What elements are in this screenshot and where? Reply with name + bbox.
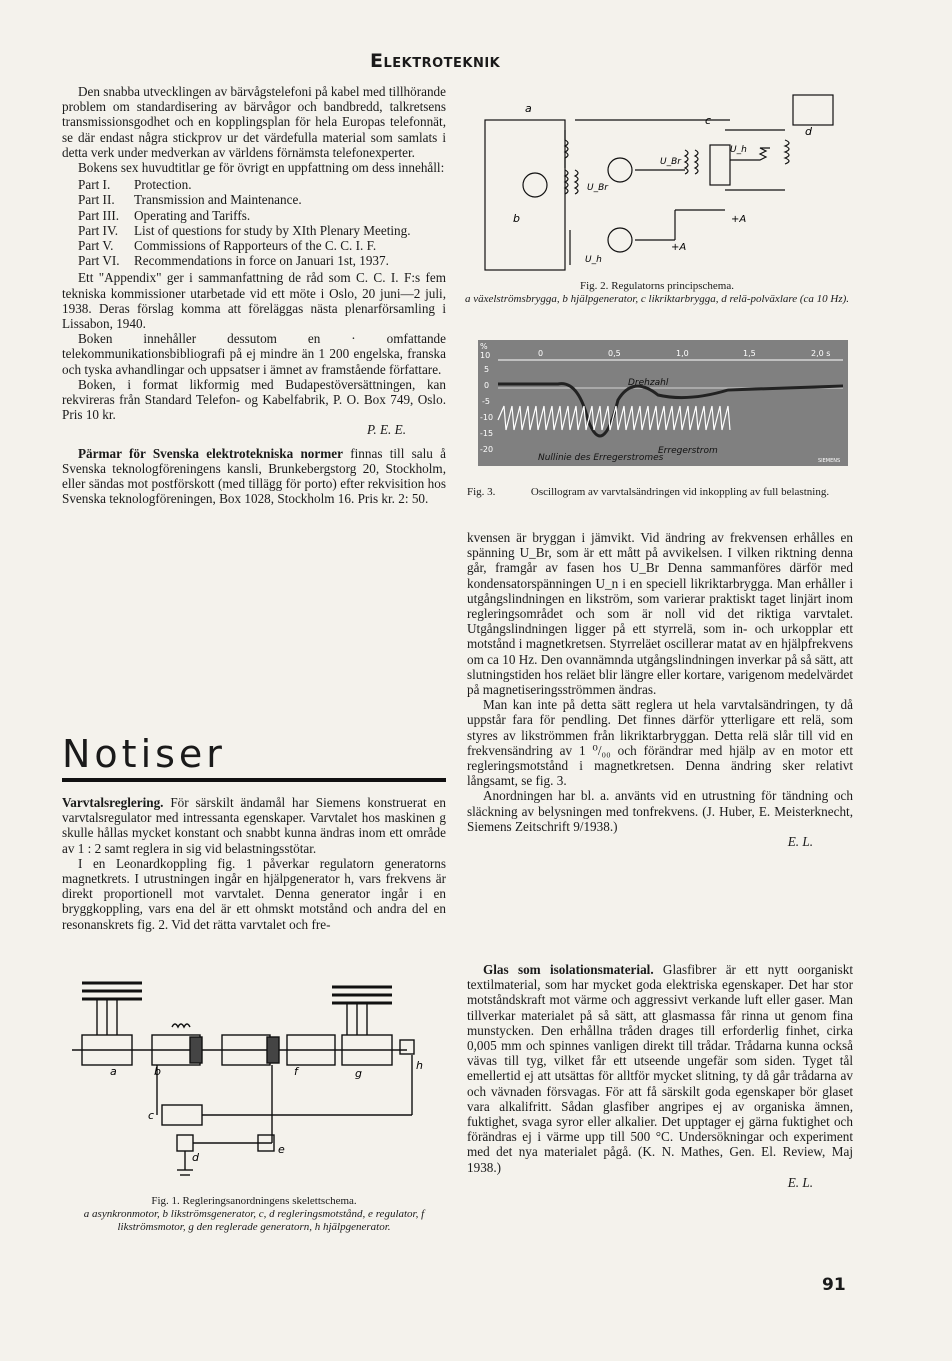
left-column [62,84,446,506]
fig2-label-plusA: +A [731,214,747,225]
paragraph: Glas som isolationsmaterial. Glasfibrer är ett nytt oorganiskt textilmaterial, som har mycket goda elektriska egenskaper. Det har stor motståndskraft mot värme och aggressivt verkande luft eller gaser. Man tillverkar materialet på så sätt, att glasmassa får rinna ut genom fina munstycken. Den erhållna tråden drages till erforderlig finhet, cirka 0,005 mm och spinnes vanligen direkt till trådar. Trådarna kunna också vävas till tyg, vilket får ett utseende ungefär som siden. Tyget tål emellertid ej att utsättas för alltför mycket slitning, ty då går trådarna av och vävnaden försvagas. För att få särskilt goda egenskaper bör glaset vara alkalifritt. Sådan glasfiber angripes ej av organiska ämnen, fuktighet, svaga syror eller alkalier. Det upptager ej gärna fuktighet och förändras ej i värme upp till 500 °C. Undersökningar och experiment med det nya materialet pågå. (K. N. Mathes, Gen. El. Review, Maj 1938.) [467,962,853,1175]
svg-text:-15: -15 [480,429,494,438]
page-header: Elektroteknik [370,50,501,72]
svg-text:Drehzahl: Drehzahl [628,378,669,388]
fig2-label-d: d [805,125,812,138]
svg-text:0: 0 [484,381,490,390]
divider [62,778,446,782]
paragraph: Boken, i format likformig med Budapestöversättningen, kan rekvireras från Standard Telefon- og Kabelfabrik, P. O. Box 749, Oslo. Pris 10 kr. [62,376,446,423]
signature: E. L. [787,1174,813,1190]
paragraph: Pärmar för Svenska elektrotekniska normer finnas till salu å Svenska teknologföreningens kansli, Brunkebergstorg 20, Stockholm, eller sändas mot postförskott (med tillägg för porto) efter rekvisition hos Svenska teknologföreningen, Box 1028, Stockholm 16. Pris kr. 2: 50. [62,445,446,507]
section-notiser [62,732,446,782]
fig1-label-f: f [294,1065,298,1078]
svg-text:1,5: 1,5 [743,349,756,358]
list-item: Part V. Commissions of Rapporteurs of the C. C. I. F. [78,238,377,254]
svg-text:SIEMENS: SIEMENS [818,458,841,464]
svg-text:-5: -5 [482,397,490,406]
paragraph: I en Leonardkoppling fig. 1 påverkar regulatorn generatorns magnetkrets. I utrustningen ingår en hjälpgenerator h, vars frekvens är direkt proportionell mot varvtalet. Denna generator ingår i en bryggkoppling, vars ena del är ett ohmskt motstånd och andra del en resonanskrets fig. 2. Vid det rätta varvtalet och fre- [62,855,446,932]
svg-text:10: 10 [480,351,491,360]
fig1-label-c: c [148,1109,155,1122]
notiser-text [62,795,446,932]
run-in-heading: Varvtalsreglering. [62,795,164,810]
fig2-label-ubr-2: U_Br [587,183,608,193]
svg-text:Nullinie des Erregerstromes: Nullinie des Erregerstromes [538,453,664,463]
list-item: Part I. Protection. [78,177,192,193]
list-item: Part III. Operating and Tariffs. [78,207,251,223]
figure-3-caption: Fig. 3. Oscillogram av varvtalsändringen vid inkoppling av full belastning. [467,486,830,498]
figure-1-diagram [62,975,446,1190]
svg-text:-20: -20 [480,445,494,454]
figure-1-caption: Fig. 1. Regleringsanordningens skelettschema. a asynkronmotor, b likströmsgenerator, c, d regleringsmotstånd, e regulator, f likströmsmotor, g den reglerade generatorn, h hjälpgenerator. [83,1195,425,1233]
figure-2-diagram [475,90,845,280]
fig2-label-c: c [705,114,712,127]
svg-text:0,5: 0,5 [608,349,621,358]
run-in-heading: Pärmar för Svenska elektrotekniska normer [78,445,343,461]
fig2-label-uh: U_h [730,145,747,155]
svg-text:5: 5 [484,365,490,374]
section-title: Notiser [62,732,226,776]
svg-text:Erregerstrom: Erregerstrom [658,446,718,456]
figure-3-oscillogram [478,340,848,466]
parts-list [62,177,446,268]
fig1-label-b: b [154,1065,161,1078]
svg-text:0: 0 [538,349,544,358]
svg-text:1,0: 1,0 [676,349,689,358]
svg-text:%: % [480,342,488,351]
fig1-label-e: e [278,1143,285,1156]
fig2-label-ubr: U_Br [660,157,681,167]
glas-article [467,962,853,1190]
paragraph: Bokens sex huvudtitlar ge för övrigt en uppfattning om dess innehåll: [78,160,445,176]
signature: E. L. [787,834,813,850]
fig2-label-b: b [513,212,520,225]
paragraph: Den snabba utvecklingen av bärvågstelefoni på kabel med tillhörande problem om standardisering av bärvågor och bandbredd, talkretsens transmissionsgodhet och en kopplingsplan för hela Europas telefonnät, se där endast några stickprov ur det värdefulla material som samlats i detta verk under medverkan av världens förnämsta telefonexperter. [62,84,446,160]
run-in-heading: Glas som isolationsmaterial. [483,962,654,977]
paragraph: Ett "Appendix" ger i sammanfattning de råd som C. C. I. F:s fem tekniska kommissioner utarbetade vid ett möte i Oslo, 20 juni—2 juli, 1938. Deras förslag komma att föreläggas nästa plenarförsamling i Lissabon, 1940. [62,270,446,332]
fig2-label-uh-2: U_h [585,255,602,265]
list-item: Part II. Transmission and Maintenance. [78,192,302,208]
list-item: Part IV. List of questions for study by XIth Plenary Meeting. [78,222,411,238]
figure-2-caption: Fig. 2. Regulatorns principschema. a växelströmsbrygga, b hjälpgenerator, c likriktarbrygga, d relä-polväxlare (ca 10 Hz). [464,280,850,305]
right-column [467,530,853,849]
paragraph: Anordningen har bl. a. använts vid en utrustning för tändning och släckning av belysningen med tonfrekvens. (J. Huber, E. Meisterknecht, Siemens Zeitschrift 9/1938.) [467,788,853,834]
svg-text:-10: -10 [480,413,494,422]
paragraph: Varvtalsreglering. För särskilt ändamål har Siemens konstruerat en varvtalsregulator med intressanta egenskaper. Varvtalet hos maskinen g skulle hållas mycket konstant och snabbt kunna ändras inom ett område av 1 : 2 samt reglera in sig vid belastningsstötar. [62,795,446,856]
paragraph: kvensen är bryggan i jämvikt. Vid ändring av frekvensen erhålles en spänning U_Br, som är ett mått på avvikelsen. I vilken riktning denna går, framgår av fasen hos U_Br Denna sammanföres därför med kondensatorspänningen U_n i en speciell likriktarbrygga. Man erhåller i utgångslindningen en likström, som varierar praktiskt taget linjärt inom regleringsområdet och som är noll vid det riktiga varvtalet. Utgångslindningen ligger på ett styrrelä, som in- och urkopplar ett motstånd i magnetkretsen. Styrreläet oscillerar matat av en hjälpfrekvens om ca 10 Hz. Den ovannämnda utgångslindningen inverkar på så sätt, att slutningstiden hos reläet blir längre eller kortare, varigenom medelvärdet på magnetiseringsströmmen ändras. [467,530,853,698]
fig2-label-a: a [525,102,532,115]
paragraph: Man kan inte på detta sätt reglera ut hela varvtalsändringen, ty då uppstår fara för pendling. Det finnes därför ytterligare ett relä, som styres av likströmmen från likriktarbryggan. Detta relä slår till vid en frekvensändring av 1 ⁰/₀₀ och förändrar med hjälp av en motor ett regleringsmotstånd i magnetkretsen. Denna ändring sker relativt långsamt, se fig. 3. [467,697,853,789]
fig1-label-g: g [355,1067,362,1080]
fig1-label-h: h [416,1059,423,1072]
svg-text:2,0 s: 2,0 s [811,349,831,358]
paragraph: Boken innehåller dessutom en · omfattande telekommunikationsbibliografi på ej mindre än 1 200 engelska, franska och tyska avhandlingar och uppsatser i ämnet av framstående författare. [62,331,446,377]
fig1-label-d: d [192,1151,199,1164]
page-number: 91 [822,1275,846,1295]
fig1-label-a: a [110,1065,117,1078]
list-item: Part VI. Recommendations in force on Januari 1st, 1937. [78,253,389,269]
fig2-label-plusA-2: +A [671,242,687,253]
signature: P. E. E. [367,422,406,438]
